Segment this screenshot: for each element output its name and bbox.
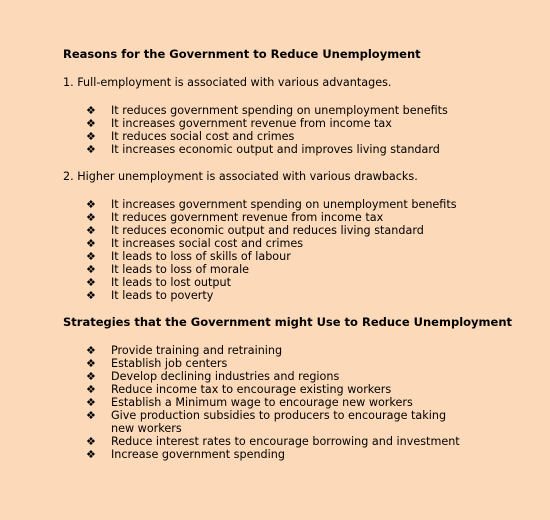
list-item-text: Reduce interest rates to encourage borrowing and investment: [111, 435, 460, 448]
list-item: [63, 237, 463, 250]
diamond-bullet-icon: ❖: [86, 435, 96, 448]
list-item-text: Give production subsidies to producers to encourage taking new workers: [111, 409, 447, 435]
list-item: [63, 263, 463, 276]
list-item-text: It reduces social cost and crimes: [111, 130, 295, 143]
diamond-bullet-icon: ❖: [86, 357, 96, 370]
list-item-text: Reduce income tax to encourage existing workers: [111, 383, 392, 396]
section-title-strategies: Strategies that the Government might Use to Reduce Unemployment: [63, 315, 512, 329]
list-item: [63, 344, 463, 357]
list-item: [63, 104, 463, 117]
diamond-bullet-icon: ❖: [86, 409, 96, 422]
list-item-text: It increases government revenue from income tax: [111, 117, 392, 130]
list-item: [63, 448, 463, 461]
list-item: [63, 289, 463, 302]
list-item-text: It leads to poverty: [111, 289, 214, 302]
list-item: [63, 224, 463, 237]
list-item: [63, 357, 463, 370]
diamond-bullet-icon: ❖: [86, 448, 96, 461]
drawbacks-list: [63, 198, 543, 302]
list-item: [63, 211, 463, 224]
point-full-employment: 1. Full-employment is associated with various advantages.: [63, 76, 392, 89]
diamond-bullet-icon: ❖: [86, 250, 96, 263]
advantages-list: [63, 104, 543, 156]
diamond-bullet-icon: ❖: [86, 276, 96, 289]
diamond-bullet-icon: ❖: [86, 396, 96, 409]
diamond-bullet-icon: ❖: [86, 198, 96, 211]
list-item-text: It reduces economic output and reduces living standard: [111, 224, 424, 237]
list-item: [63, 383, 463, 396]
list-item-text: It leads to lost output: [111, 276, 231, 289]
list-item-text: Establish job centers: [111, 357, 228, 370]
list-item: [63, 370, 463, 383]
list-item-text: It reduces government revenue from income tax: [111, 211, 384, 224]
strategies-list: [63, 344, 543, 461]
list-item: [63, 250, 463, 263]
diamond-bullet-icon: ❖: [86, 117, 96, 130]
list-item-text: It leads to loss of morale: [111, 263, 250, 276]
diamond-bullet-icon: ❖: [86, 224, 96, 237]
diamond-bullet-icon: ❖: [86, 289, 96, 302]
list-item: [63, 198, 463, 211]
list-item-text: It increases economic output and improves living standard: [111, 143, 440, 156]
diamond-bullet-icon: ❖: [86, 104, 96, 117]
list-item-text: It increases government spending on unemployment benefits: [111, 198, 457, 211]
diamond-bullet-icon: ❖: [86, 143, 96, 156]
list-item-text: It leads to loss of skills of labour: [111, 250, 291, 263]
list-item: [63, 435, 463, 448]
list-item-text: Increase government spending: [111, 448, 285, 461]
diamond-bullet-icon: ❖: [86, 211, 96, 224]
document: [63, 46, 543, 461]
point-higher-unemployment: 2. Higher unemployment is associated with various drawbacks.: [63, 170, 418, 183]
list-item-text: Develop declining industries and regions: [111, 370, 340, 383]
diamond-bullet-icon: ❖: [86, 370, 96, 383]
diamond-bullet-icon: ❖: [86, 237, 96, 250]
diamond-bullet-icon: ❖: [86, 383, 96, 396]
list-item: [63, 276, 463, 289]
list-item: [63, 396, 463, 409]
list-item-text: It reduces government spending on unemployment benefits: [111, 104, 448, 117]
section-title-reasons: Reasons for the Government to Reduce Unemployment: [63, 47, 421, 61]
list-item-text: Establish a Minimum wage to encourage new workers: [111, 396, 413, 409]
diamond-bullet-icon: ❖: [86, 263, 96, 276]
diamond-bullet-icon: ❖: [86, 130, 96, 143]
diamond-bullet-icon: ❖: [86, 344, 96, 357]
list-item: [63, 409, 463, 435]
list-item: [63, 130, 463, 143]
list-item: [63, 143, 463, 156]
list-item: [63, 117, 463, 130]
list-item-text: Provide training and retraining: [111, 344, 283, 357]
list-item-text: It increases social cost and crimes: [111, 237, 304, 250]
